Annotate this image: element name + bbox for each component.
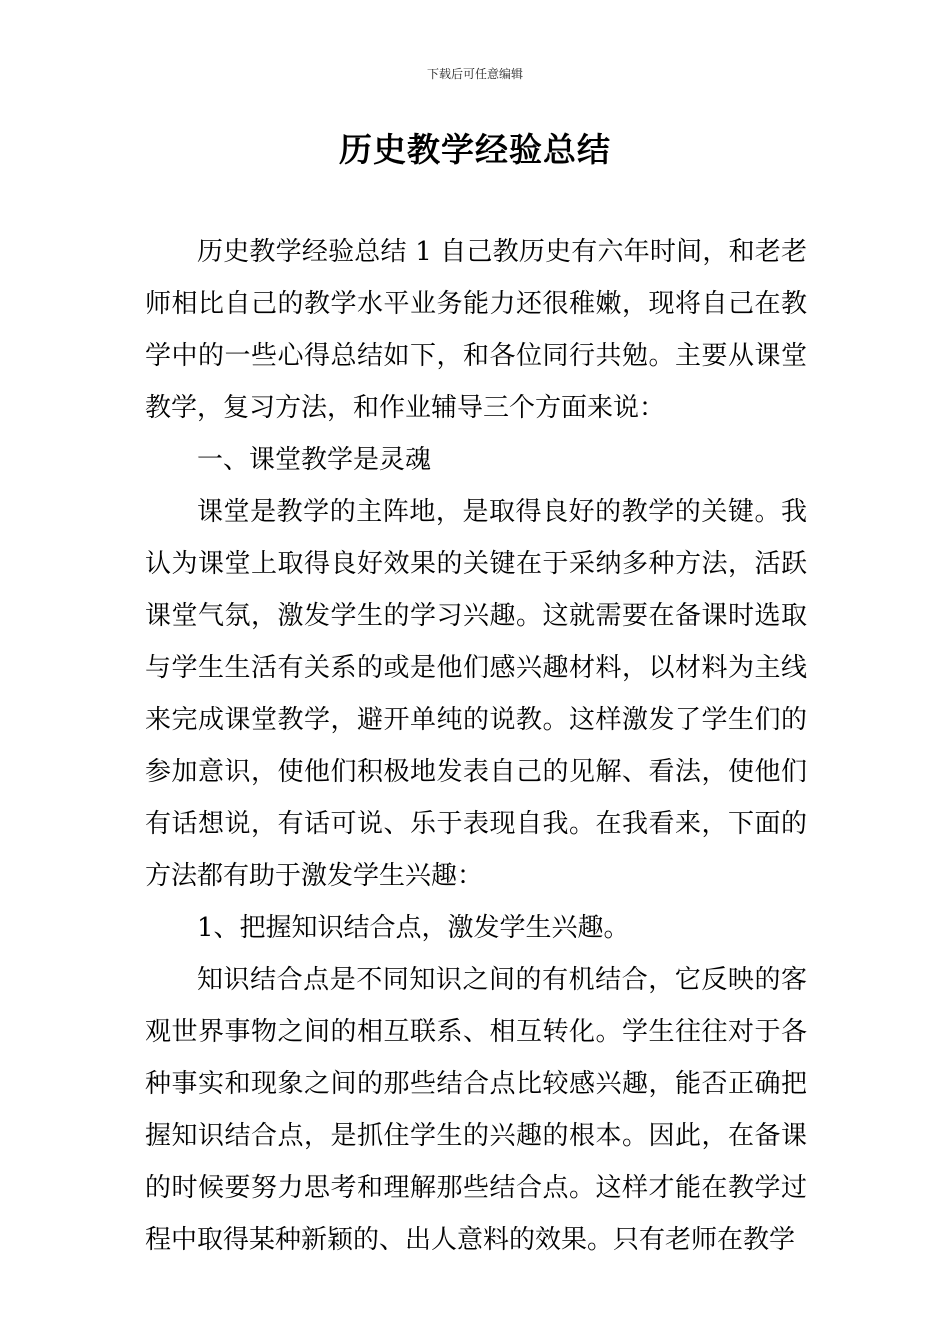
paragraph-classroom: 课堂是教学的主阵地，是取得良好的教学的关键。我认为课堂上取得良好效果的关键在于采纳多种方法，活跃课堂气氛，激发学生的学习兴趣。这就需要在备课时选取与学生生活有关系的或是他们感兴趣材料，以材料为主线来完成课堂教学，避开单纯的说教。这样激发了学生们的参加意识，使他们积极地发表自己的见解、看法，使他们有话想说，有话可说、乐于表现自我。在我看来，下面的方法都有助于激发学生兴趣： <box>145 497 807 891</box>
header-note: 下载后可任意编辑 <box>426 67 523 81</box>
subsection-heading-knowledge: 1、把握知识结合点，激发学生兴趣。 <box>197 913 630 943</box>
document-title: 历史教学经验总结 <box>339 130 611 169</box>
document-body <box>145 226 807 1266</box>
section-heading-classroom: 一、课堂教学是灵魂 <box>197 445 432 475</box>
paragraph-knowledge: 知识结合点是不同知识之间的有机结合，它反映的客观世界事物之间的相互联系、相互转化。学生往往对于各种事实和现象之间的那些结合点比较感兴趣，能否正确把握知识结合点，是抓住学生的兴趣的根本。因此，在备课的时候要努力思考和理解那些结合点。这样才能在教学过程中取得某种新颖的、出人意料的效果。只有老师在教学 <box>145 965 807 1255</box>
paragraph-intro: 历史教学经验总结 1 自己教历史有六年时间，和老老师相比自己的教学水平业务能力还很稚嫩，现将自己在教学中的一些心得总结如下，和各位同行共勉。主要从课堂教学，复习方法，和作业辅导三个方面来说： <box>145 237 807 423</box>
